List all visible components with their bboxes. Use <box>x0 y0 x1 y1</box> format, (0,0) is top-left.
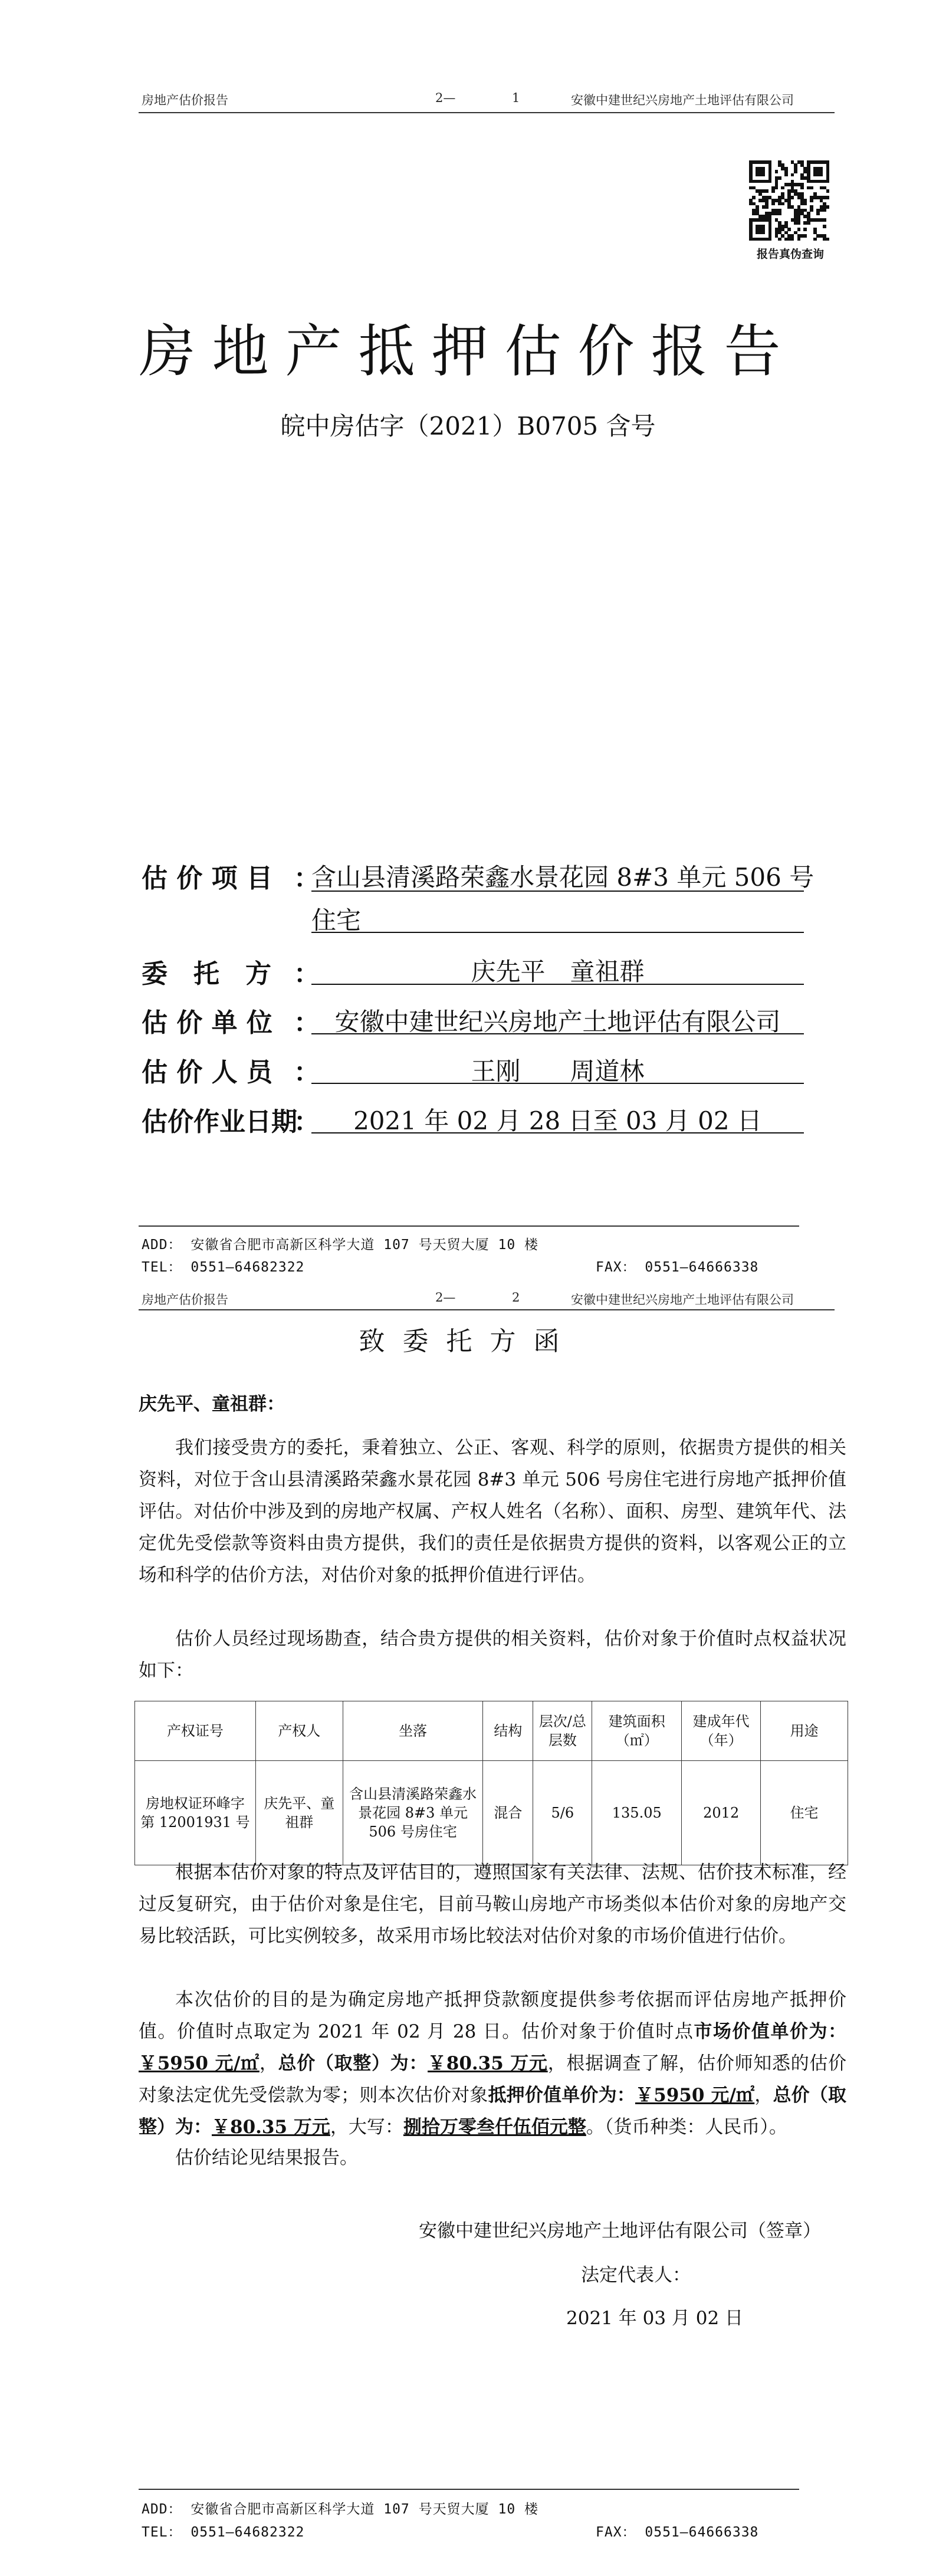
qr-module <box>778 176 781 180</box>
project-value-line2: 住宅 <box>311 906 362 935</box>
header-rule <box>139 1309 835 1310</box>
p4-text: ， <box>259 2053 278 2074</box>
paragraph-2 <box>139 1623 846 1687</box>
market-unit-price: ￥5950 元/㎡ <box>139 2053 260 2074</box>
header-right: 安徽中建世纪兴房地产土地评估有限公司 <box>571 93 794 107</box>
qr-module <box>810 209 813 212</box>
qr-module <box>778 238 781 241</box>
signature-representative: 法定代表人： <box>581 2265 691 2286</box>
header-left: 房地产估价报告 <box>142 93 228 107</box>
date-label: 估价作业日期 <box>142 1107 297 1137</box>
qr-module <box>816 212 820 215</box>
qr-module <box>768 180 772 183</box>
footer-tel: TEL： 0551—64682322 <box>142 2525 305 2540</box>
appraiser-unit-label: 估 价 单 位 <box>142 1008 272 1038</box>
signature-company: 安徽中建世纪兴房地产土地评估有限公司（签章） <box>419 2220 821 2242</box>
table-header-cell: 产权人 <box>255 1701 343 1761</box>
qr-code-icon[interactable] <box>749 160 829 241</box>
mortgage-total-price: ￥80.35 万元 <box>212 2117 330 2138</box>
paragraph-2-text: 估价人员经过现场勘查，结合贵方提供的相关资料，估价对象于价值时点权益状况如下： <box>139 1628 846 1681</box>
header-left: 房地产估价报告 <box>142 1293 228 1307</box>
table-header-cell: 坐落 <box>343 1701 483 1761</box>
qr-module <box>752 196 756 199</box>
table-cell: 庆先平、童祖群 <box>255 1761 343 1865</box>
date-colon: ： <box>294 1107 320 1137</box>
appraiser-unit-underline <box>311 1033 804 1034</box>
table-header-cell: 层次/总层数 <box>533 1701 592 1761</box>
qr-module <box>791 238 794 241</box>
table-cell: 2012 <box>682 1761 761 1865</box>
header-page-number: 1 <box>512 91 520 105</box>
qr-module <box>826 238 830 241</box>
qr-module <box>797 238 801 241</box>
table-cell: 5/6 <box>533 1761 592 1865</box>
qr-module <box>797 221 801 225</box>
qr-module <box>781 202 784 206</box>
qr-module <box>791 196 794 199</box>
qr-module <box>823 218 826 222</box>
qr-module <box>775 170 779 173</box>
footer-rule <box>139 2489 799 2490</box>
qr-module <box>826 196 830 199</box>
market-unit-price-label: 市场价值单价为： <box>694 2021 846 2042</box>
qr-module <box>803 202 807 206</box>
mortgage-total-price-label: 总价（取整）为： <box>139 2085 847 2138</box>
qr-module <box>826 189 830 193</box>
mortgage-unit-price-label: 抵押价值单价为： <box>488 2085 635 2106</box>
table-cell: 含山县清溪路荣鑫水景花园 8#3 单元 506 号房住宅 <box>343 1761 483 1865</box>
qr-module <box>794 170 797 173</box>
qr-caption: 报告真伪查询 <box>756 248 824 261</box>
qr-module <box>787 228 791 231</box>
qr-module <box>781 186 784 190</box>
p4-text: 。（货币种类：人民币）。 <box>586 2117 787 2138</box>
table-header-cell: 结构 <box>483 1701 533 1761</box>
qr-module <box>810 186 813 190</box>
table-cell: 房地权证环峰字第 12001931 号 <box>135 1761 256 1865</box>
p4-text: ，根据调查了解，估价师知悉的估价对象法定优先受偿款为零；则本次估价对象 <box>139 2053 847 2106</box>
qr-module <box>807 221 810 225</box>
appraiser-unit-value: 安徽中建世纪兴房地产土地评估有限公司 <box>334 1007 781 1036</box>
header-rule <box>139 112 835 113</box>
market-total-price: ￥80.35 万元 <box>428 2053 548 2074</box>
client-label: 委 托 方 <box>142 959 271 989</box>
paragraph-1-text: 我们接受贵方的委托，秉着独立、公正、客观、科学的原则，依据贵方提供的相关资料，对位于含山县清溪路荣鑫水景花园 8#3 单元 506 号房住宅进行房地产抵押价值评估。对估价中涉及到的房地产权属、产权人姓名（名称）、面积、房型、建筑年代、法定优先受偿款等资料由贵方提供，我们的责任是依据贵方提供的资料，以客观公正的立场和科学的估价方法，对估价对象的抵押价值进行评估。 <box>139 1437 846 1586</box>
project-colon: ： <box>294 863 320 893</box>
market-total-price-label: 总价（取整）为： <box>278 2053 428 2074</box>
property-rights-table <box>134 1701 848 1865</box>
client-value: 庆先平 童祖群 <box>471 957 645 986</box>
footer-fax: FAX： 0551—64666338 <box>596 1260 759 1275</box>
appraiser-unit-colon: ： <box>294 1008 320 1038</box>
report-title: 房地产抵押估价报告 <box>139 318 797 385</box>
qr-module <box>775 186 779 190</box>
qr-module <box>762 231 766 235</box>
paragraph-4-text <box>139 1984 846 2143</box>
table-cell: 住宅 <box>761 1761 848 1865</box>
header-page-number: 2 <box>512 1290 520 1305</box>
qr-module <box>820 173 823 177</box>
table-cell: 135.05 <box>592 1761 682 1865</box>
table-cell: 混合 <box>483 1761 533 1865</box>
qr-module <box>797 228 801 231</box>
footer-address: ADD： 安徽省合肥市高新区科学大道 107 号天贸大厦 10 楼 <box>142 1237 539 1253</box>
table-header-cell: 建成年代（年） <box>682 1701 761 1761</box>
signature-date: 2021 年 03 月 02 日 <box>566 2308 744 2329</box>
appraisers-value: 王刚 周道林 <box>471 1057 645 1086</box>
qr-module <box>813 238 817 241</box>
footer-tel: TEL： 0551—64682322 <box>142 1260 305 1275</box>
footer-fax: FAX： 0551—64666338 <box>596 2525 759 2540</box>
qr-module <box>826 205 830 209</box>
qr-module <box>826 180 830 183</box>
salutation: 庆先平、童祖群： <box>139 1394 285 1415</box>
p4-text: 本次估价的目的是为确定房地产抵押贷款额度提供参考依据而评估房地产抵押价值。价值时点取定为 2021 年 02 月 28 日。估价对象于价值时点 <box>139 1989 846 2042</box>
qr-module <box>771 189 775 193</box>
qr-module <box>765 189 768 193</box>
p4-text: ， <box>754 2085 773 2106</box>
header-right: 安徽中建世纪兴房地产土地评估有限公司 <box>571 1293 794 1307</box>
qr-module <box>765 205 768 209</box>
qr-module <box>778 212 781 215</box>
footer-rule <box>139 1225 799 1227</box>
paragraph-5-text: 估价结论见结果报告。 <box>175 2147 358 2168</box>
table-header-row <box>135 1701 848 1761</box>
qr-module <box>784 173 788 177</box>
date-value: 2021 年 02 月 28 日至 03 月 02 日 <box>353 1106 762 1135</box>
qr-module <box>823 225 826 228</box>
date-underline <box>311 1132 804 1133</box>
appraisers-underline <box>311 1083 804 1084</box>
paragraph-4 <box>139 1984 846 2143</box>
footer-address: ADD： 安徽省合肥市高新区科学大道 107 号天贸大厦 10 楼 <box>142 2502 539 2517</box>
qr-module <box>791 173 794 177</box>
appraisers-colon: ： <box>294 1057 320 1087</box>
qr-module <box>771 202 775 206</box>
paragraph-3 <box>139 1857 846 1952</box>
amount-in-words: 捌拾万零叁仟伍佰元整 <box>403 2117 586 2138</box>
qr-module <box>768 238 772 241</box>
qr-module <box>800 186 804 190</box>
document-number: 皖中房估字（2021）B0705 含号 <box>280 412 656 441</box>
paragraph-3-text: 根据本估价对象的特点及评估目的，遵照国家有关法律、法规、估价技术标准，经过反复研究，由于估价对象是住宅，目前马鞍山房地产市场类似本估价对象的房地产交易比较活跃，可比实例较多，故采用市场比较法对估价对象的市场价值进行估价。 <box>139 1862 846 1947</box>
qr-module <box>803 234 807 238</box>
qr-module <box>762 173 766 177</box>
header-page-total: 2— <box>435 91 456 105</box>
header-page-total: 2— <box>435 1290 456 1305</box>
qr-module <box>803 228 807 231</box>
client-colon: ： <box>294 959 320 989</box>
qr-module <box>823 209 826 212</box>
project-underline-1 <box>311 891 804 892</box>
project-value-line1: 含山县清溪路荣鑫水景花园 8#3 单元 506 号 <box>311 863 815 892</box>
table-header-cell: 建筑面积（㎡） <box>592 1701 682 1761</box>
mortgage-unit-price: ￥5950 元/㎡ <box>635 2085 755 2106</box>
table-header-cell: 用途 <box>761 1701 848 1761</box>
table-row <box>135 1761 848 1865</box>
p4-text: ，大写： <box>330 2117 403 2138</box>
table-header-cell: 产权证号 <box>135 1701 256 1761</box>
paragraph-1 <box>139 1432 846 1591</box>
project-underline-2 <box>311 932 804 933</box>
project-label: 估 价 项 目 <box>142 863 272 893</box>
letter-title: 致委托方函 <box>359 1326 577 1356</box>
client-underline <box>311 984 804 985</box>
paragraph-5 <box>139 2142 846 2174</box>
qr-module <box>810 199 813 202</box>
appraisers-label: 估 价 人 员 <box>142 1057 272 1087</box>
